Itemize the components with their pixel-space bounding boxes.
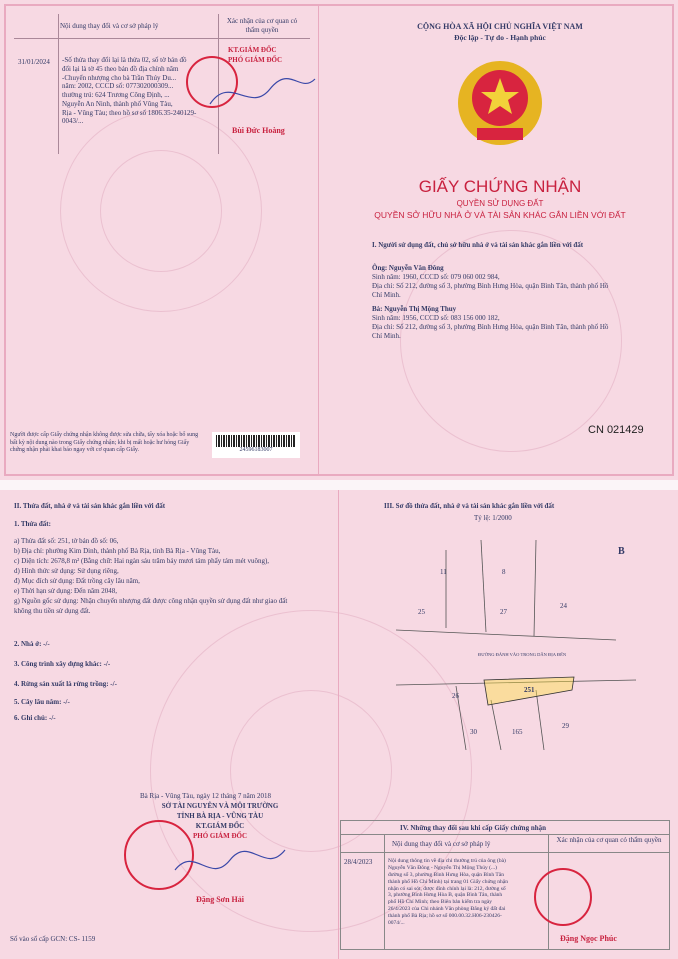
land-label: 1. Thửa đất: xyxy=(14,520,51,528)
issuing-org: SỞ TÀI NGUYÊN VÀ MÔI TRƯỜNG xyxy=(161,802,279,810)
other-item: 4. Rừng sản xuất là rừng trồng: -/- xyxy=(14,680,117,688)
signature xyxy=(200,64,320,124)
entry-line: 0074/... xyxy=(388,919,405,926)
column-header-content: Nội dung thay đổi và cơ sở pháp lý xyxy=(60,22,159,30)
entry-line: 0043/... xyxy=(62,117,84,126)
other-item: 2. Nhà ở: -/- xyxy=(14,640,50,648)
column-header-content: Nội dung thay đổi và cơ sở pháp lý xyxy=(392,840,491,848)
owner-address: Chí Minh. xyxy=(372,291,401,299)
owner-address: Chí Minh. xyxy=(372,332,401,340)
signer-name: Đặng Sơn Hải xyxy=(196,895,244,904)
footer-note: Người được cấp Giấy chứng nhận không được sửa chữa, tẩy xóa hoặc bổ sung bất kỳ nội dung nào trong Giấy chứng nhận; khi bị mất hoặc hư hỏng Giấy chứng nhận phải khai báo ngay với cơ quan cấp Giấy. xyxy=(10,432,199,453)
owner-address: Địa chỉ: Số 212, đường số 3, phường Bình Hưng Hòa, quận Bình Tân, thành phố Hồ xyxy=(372,282,609,290)
parcel-number: 251 xyxy=(524,686,535,694)
parcel-number: 24 xyxy=(560,602,567,610)
owner-address: Địa chỉ: Số 212, đường số 3, phường Bình Hưng Hòa, quận Bình Tân, thành phố Hồ xyxy=(372,323,609,331)
entry-line: -Số thửa thay đổi lại là thửa 02, số tờ bản đồ xyxy=(62,56,187,64)
land-details xyxy=(14,536,287,616)
signer-name: Bùi Đức Hoàng xyxy=(232,126,285,135)
column-header-authority: Xác nhận của cơ quan có thẩm quyền xyxy=(226,17,298,34)
section-heading: I. Người sử dụng đất, chủ sở hữu nhà ở và tài sản khác gắn liền với đất xyxy=(372,241,584,249)
land-item: a) Thửa đất số: 251, tờ bản đồ số: 06, xyxy=(14,537,119,545)
parcel-number: 25 xyxy=(418,608,425,616)
change-entry xyxy=(62,56,196,126)
national-emblem-icon xyxy=(455,58,545,154)
land-item: đ) Mục đích sử dụng: Đất trồng cây lâu năm, xyxy=(14,577,140,585)
table-rule xyxy=(340,834,670,835)
entry-line: Nội dung thông tin về địa chỉ thường trú của ông (bà) xyxy=(388,858,506,864)
motto: Độc lập - Tự do - Hạnh phúc xyxy=(454,33,546,42)
land-item: không thu tiền sử dụng đất. xyxy=(14,607,91,615)
land-item: b) Địa chỉ: phường Kim Dinh, thành phố Bà Rịa, tỉnh Bà Rịa - Vũng Tàu, xyxy=(14,547,221,555)
issue-date: Bà Rịa - Vũng Tàu, ngày 12 tháng 7 năm 2018 xyxy=(140,792,271,800)
entry-line: nhận có sai sót, được đính chính lại là: 212, đường số xyxy=(388,885,506,892)
owner-name: Ông: Nguyễn Văn Đông xyxy=(372,264,444,272)
road-label: ĐƯỜNG ĐÁNH VÀO TRONG DÂN ĐỊA ĐẾN xyxy=(478,652,567,657)
north-arrow-icon: B xyxy=(618,546,625,557)
table-divider xyxy=(58,14,59,154)
entry-line: phố Hồ Chí Minh; theo Biên bản kiểm tra ngày xyxy=(388,899,493,906)
entry-line: năm: 2002, CCCD số: 077302000309... xyxy=(62,82,174,91)
parcel-number: 26 xyxy=(452,692,459,700)
parcel-diagram xyxy=(396,540,646,750)
entry-line: Nguyễn Văn Đông - Nguyễn Thị Mộng Thúy (...) xyxy=(388,864,497,871)
parcel-number: 165 xyxy=(512,728,523,736)
fold-line xyxy=(338,490,339,959)
entry-line: Rịa - Vũng Tàu; theo hồ sơ số 1806.35-240129- xyxy=(62,108,197,117)
serial-number: CN 021429 xyxy=(588,424,644,436)
entry-line: thành phố Bà Rịa; hồ sơ số 000.00.32.H06-230426- xyxy=(388,913,502,919)
signer-name: Đặng Ngọc Phúc xyxy=(560,934,617,943)
parcel-number: 11 xyxy=(440,568,447,576)
section-heading: II. Thửa đất, nhà ở và tài sản khác gắn liền với đất xyxy=(14,502,166,510)
table-rule xyxy=(340,852,670,853)
entry-line: 3, phường Bình Hưng Hòa B, quận Bình Tân, thành xyxy=(388,892,503,899)
nation-name: CỘNG HÒA XÃ HỘI CHỦ NGHĨA VIỆT NAM xyxy=(417,22,583,31)
entry-line: đường số 3, phường Bình Hưng Hòa, quận Bình Tân xyxy=(388,871,504,878)
section-heading: IV. Những thay đổi sau khi cấp Giấy chứng nhận xyxy=(400,824,546,832)
section-heading: III. Sơ đồ thửa đất, nhà ở và tài sản khác gắn liền với đất xyxy=(384,502,555,510)
parcel-number: 8 xyxy=(502,568,506,576)
background-pattern xyxy=(100,150,222,272)
owner-id: Sinh năm: 1956, CCCD số: 083 156 000 182, xyxy=(372,314,500,322)
owner-id: Sinh năm: 1960, CCCD số: 079 060 002 984, xyxy=(372,273,500,281)
other-item: 3. Công trình xây dựng khác: -/- xyxy=(14,660,111,668)
sign-title: KT.GIÁM ĐỐC xyxy=(195,822,245,830)
page-separator xyxy=(0,480,678,490)
parcel-number: 27 xyxy=(500,608,507,616)
other-item: 5. Cây lâu năm: -/- xyxy=(14,698,70,706)
parcel-number: 30 xyxy=(470,728,477,736)
owner-name: Bà: Nguyễn Thị Mộng Thuy xyxy=(372,305,457,313)
registry-note: Số vào sổ cấp GCN: CS- 1159 xyxy=(10,935,96,943)
document-subtitle: QUYỀN SỬ DỤNG ĐẤT xyxy=(456,199,544,208)
land-item: d) Hình thức sử dụng: Sử dụng riêng, xyxy=(14,567,119,575)
sign-title: PHÓ GIÁM ĐỐC xyxy=(228,56,283,64)
barcode xyxy=(212,432,300,458)
parcel-number: 29 xyxy=(562,722,569,730)
official-seal xyxy=(534,868,592,926)
column-header-authority: Xác nhận của cơ quan có thẩm quyền xyxy=(556,836,662,844)
document-title: GIẤY CHỨNG NHẬN xyxy=(418,177,582,196)
other-item: 6. Ghi chú: -/- xyxy=(14,714,56,722)
issuing-org: TỈNH BÀ RỊA - VŨNG TÀU xyxy=(176,812,264,820)
sign-title: KT.GIÁM ĐỐC xyxy=(228,46,277,54)
entry-line: -Chuyển nhượng cho bà Trần Thúy Du... xyxy=(62,73,177,82)
document-subtitle: QUYỀN SỞ HỮU NHÀ Ở VÀ TÀI SẢN KHÁC GẮN LIỀN VỚI ĐẤT xyxy=(374,210,626,220)
entry-line: thường trú: 624 Trương Công Định, ... xyxy=(62,91,170,99)
signature xyxy=(170,840,290,890)
land-item: g) Nguồn gốc sử dụng: Nhận chuyển nhượng đất được công nhận quyền sử dụng đất như giao đất xyxy=(14,597,288,605)
change-date: 28/4/2023 xyxy=(344,858,373,866)
land-item: e) Thời hạn sử dụng: Đến năm 2048, xyxy=(14,587,118,595)
change-entry xyxy=(388,858,508,927)
change-date: 31/01/2024 xyxy=(18,58,50,66)
entry-line: Nguyễn An Ninh, thành phố Vũng Tàu, xyxy=(62,99,173,108)
certificate-inner-page xyxy=(0,490,678,959)
entry-line: 26/4/2023 của Chi nhánh Văn phòng Đăng ký đất đai xyxy=(388,906,506,913)
land-item: c) Diện tích: 2678,8 m² (Bằng chữ: Hai ngàn sáu trăm bảy mươi tám phẩy tám mét vuông), xyxy=(14,557,270,565)
entry-line: thành phố Hồ Chí Minh) tại trang 01 Giấy chứng nhận xyxy=(388,878,508,885)
sign-title: PHÓ GIÁM ĐỐC xyxy=(192,832,248,840)
barcode-number: 24596183007 xyxy=(239,447,273,453)
map-scale: Tỷ lệ: 1/2000 xyxy=(474,514,512,522)
entry-line: đổi lại là tờ 45 theo bản đồ địa chính năm xyxy=(62,64,179,73)
